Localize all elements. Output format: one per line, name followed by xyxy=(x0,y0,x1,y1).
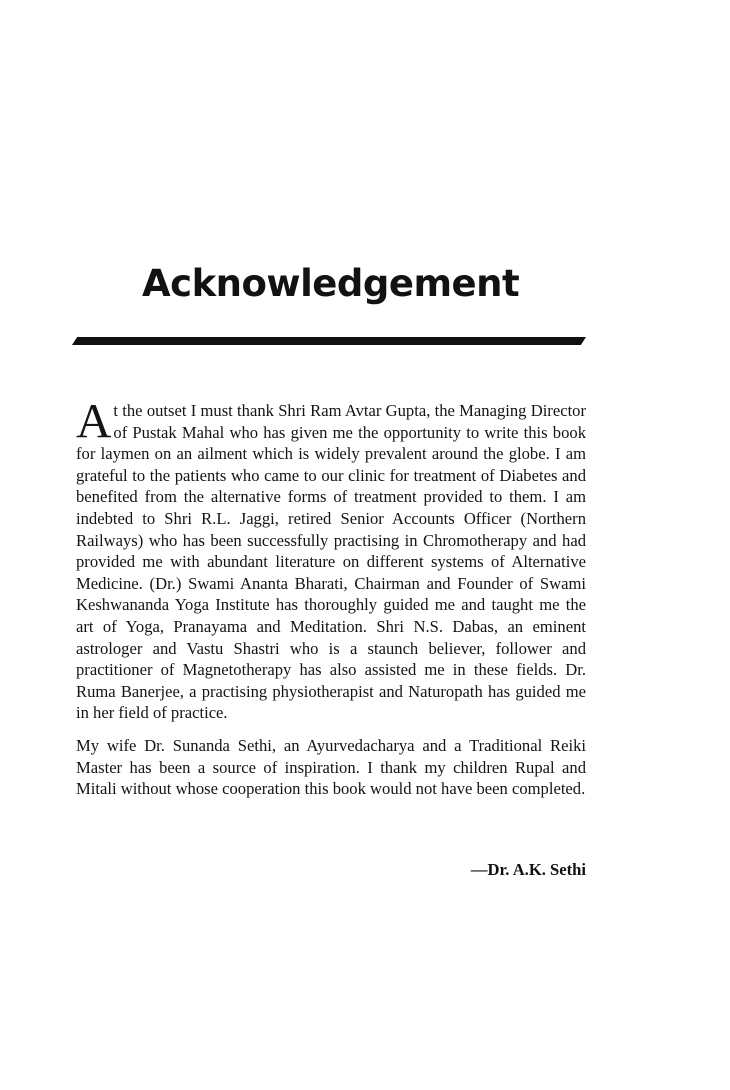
drop-cap: A xyxy=(76,393,112,448)
paragraph-2: My wife Dr. Sunanda Sethi, an Ayurvedacharya and a Traditional Reiki Master has been a source of inspiration. I thank my children Rupal and Mitali without whose cooperation this book would not have been completed. xyxy=(76,735,586,799)
heading-divider xyxy=(72,337,586,345)
paragraph-1-text: t the outset I must thank Shri Ram Avtar Gupta, the Managing Director of Pustak Mahal who has given me the opportunity to write this book for laymen on an ailment which is widely prevalent around the globe. I am grateful to the patients who came to our clinic for treatment of Diabetes and benefited from the alternative forms of treatment provided to them. I am indebted to Shri R.L. Jaggi, retired Senior Accounts Officer (Northern Railways) who has been successfully practising in Chromotherapy and had provided me with abundant literature on different systems of Alternative Medicine. (Dr.) Swami Ananta Bharati, Chairman and Founder of Swami Keshwananda Yoga Institute has thoroughly guided me and taught me the art of Yoga, Pranayama and Meditation. Shri N.S. Dabas, an eminent astrologer and Vastu Shastri who is a staunch believer, follower and practitioner of Magnetotherapy has also assisted me in these fields. Dr. Ruma Banerjee, a practising physiotherapist and Naturopath has guided me in her field of practice. xyxy=(76,401,586,723)
author-signature: —Dr. A.K. Sethi xyxy=(470,860,586,879)
paragraph-1 xyxy=(76,393,586,724)
acknowledgement-body xyxy=(76,393,586,800)
page-title: Acknowledgement xyxy=(142,262,520,305)
